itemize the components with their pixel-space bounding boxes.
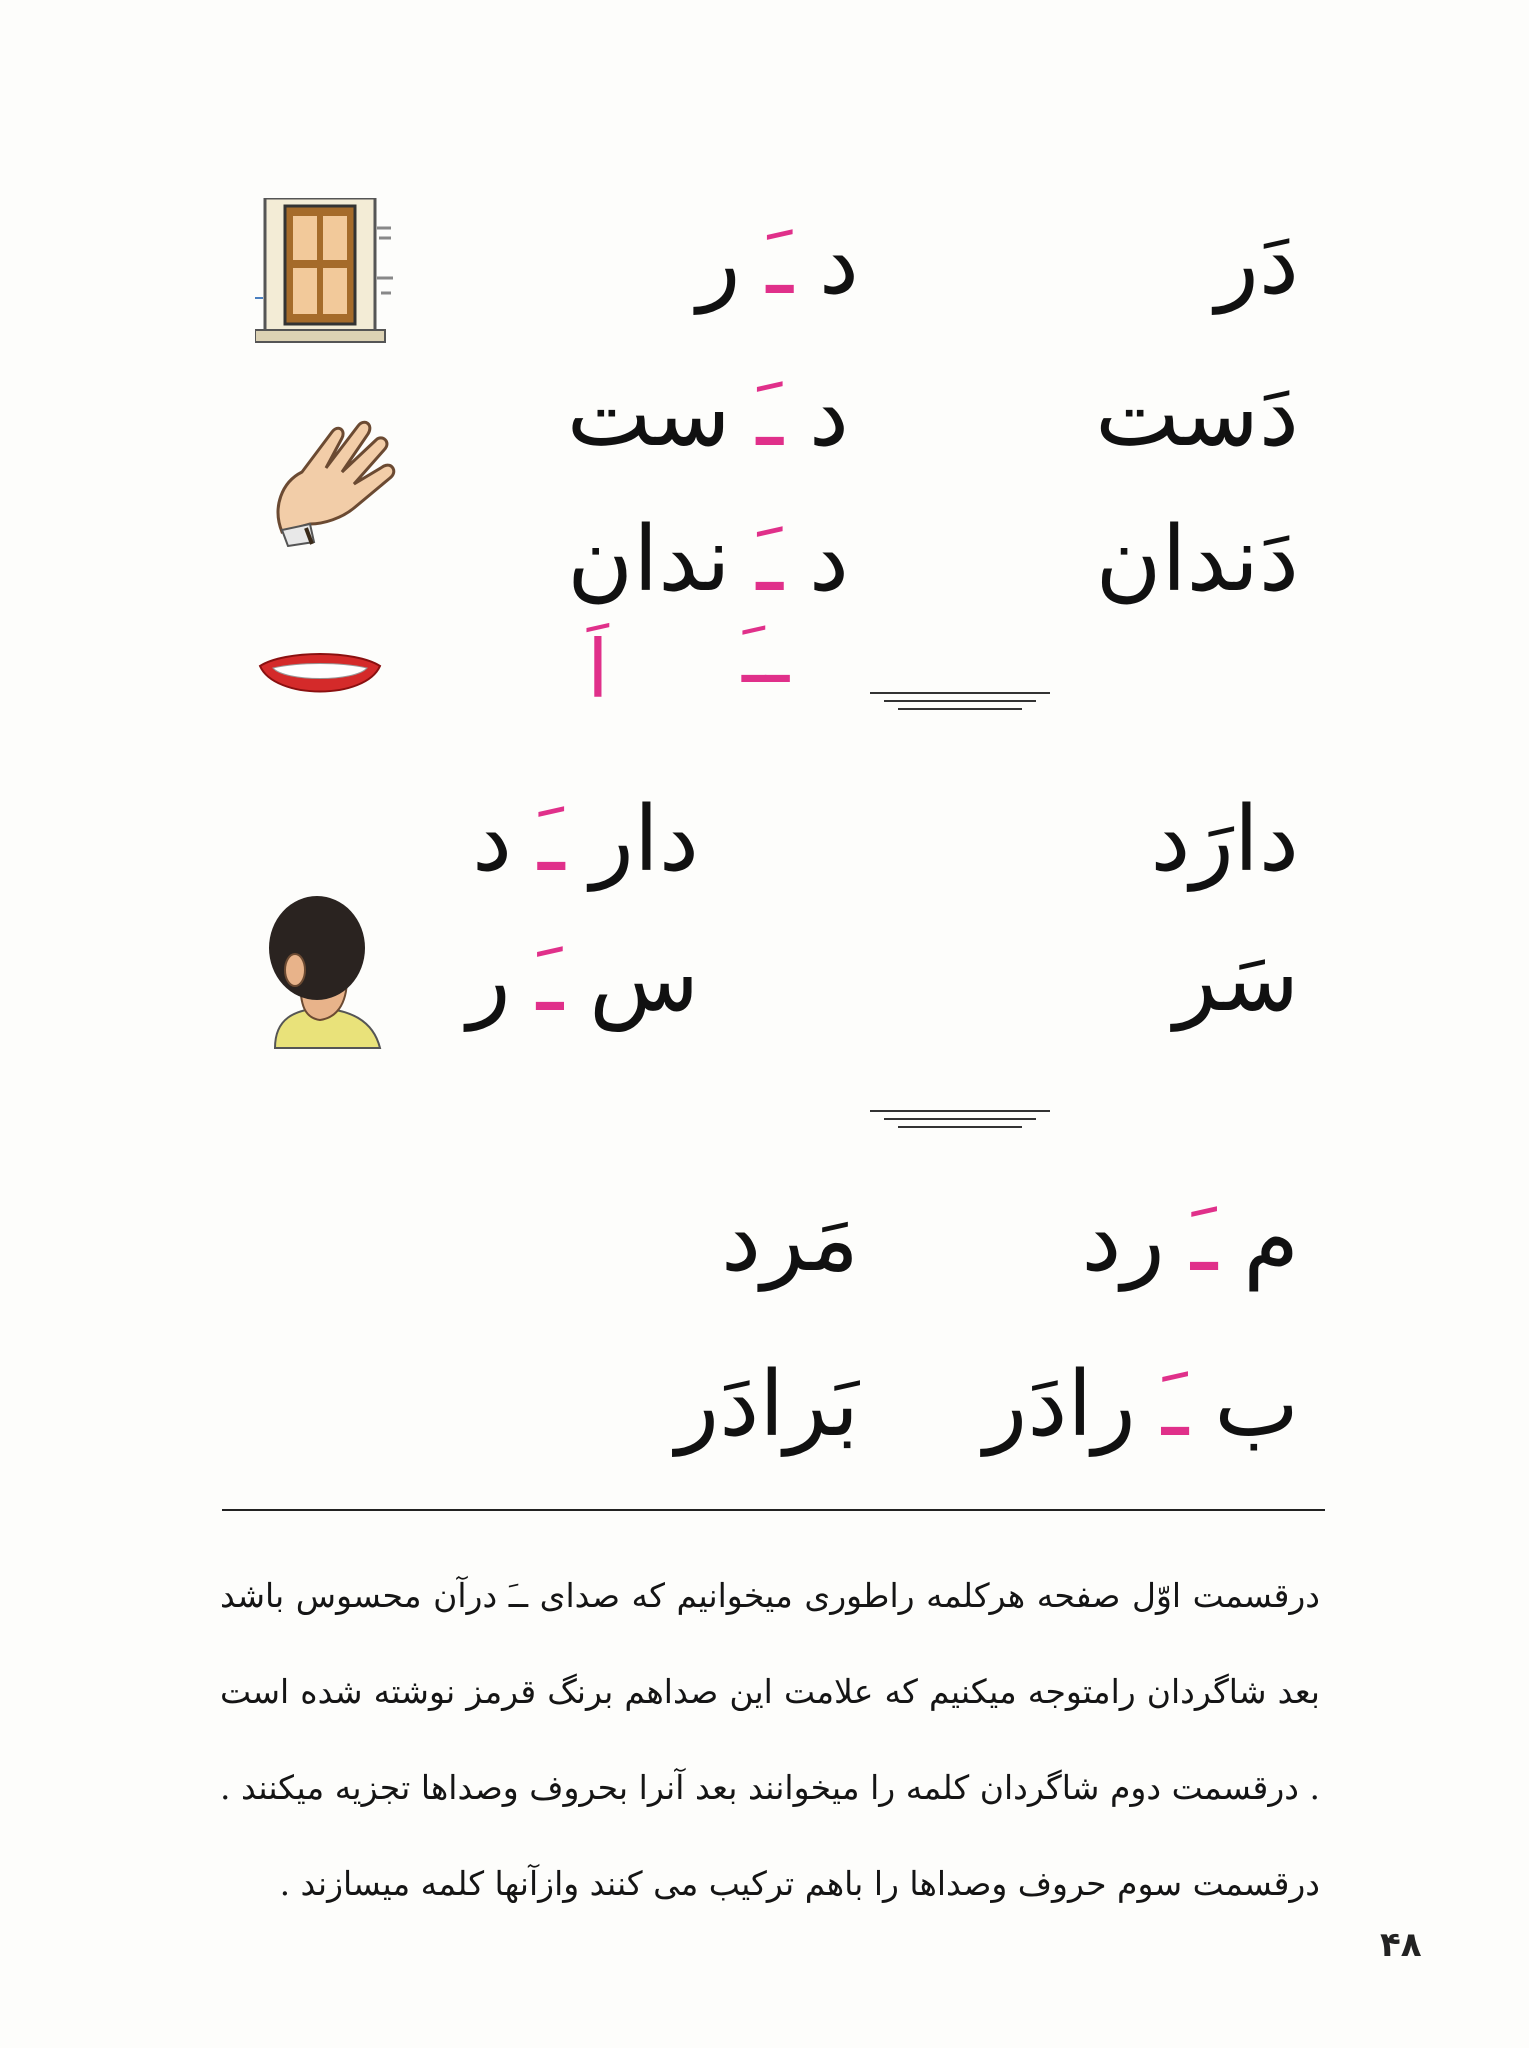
word-mard: مَرد [721,1187,859,1292]
split-dandan: دـَندان [567,507,849,612]
word-dandan: دَندان [1095,507,1299,612]
vowel-alone: ــَ [742,608,789,701]
split-baradar: بـَرادَر [983,1352,1299,1457]
section-divider [870,692,1050,722]
section-divider [870,1110,1050,1140]
split-darad: دارـَد [472,787,699,892]
word-dast: دَست [1095,362,1299,467]
page-number: ۴۸ [1380,1925,1422,1965]
vowel-alif: اَ [586,623,609,716]
teacher-note: درقسمت اوّل صفحه هرکلمه راطوری میخوانیم که صدای ــَ درآن محسوس باشد بعد شاگردان رامتوجه میکنیم که علامت این صداهم برنگ قرمز نوشته شده است . درقسمت دوم شاگردان کلمه را میخوانند بعد آنرا بحروف وصداها تجزیه میکنند . درقسمت سوم حروف وصداها را باهم ترکیب می کنند وازآنها کلمه میسازند . [220,1576,1320,1903]
hand-icon [262,412,412,547]
word-baradar: بَرادَر [675,1352,859,1457]
split-sar: سـَر [467,927,699,1032]
head-icon [255,878,385,1058]
mouth-icon [255,648,385,708]
note-divider [222,1509,1325,1511]
word-sar: سَر [1173,927,1299,1032]
split-dar: دـَر [697,210,859,315]
word-darad: دارَد [1150,787,1299,892]
split-mard: مـَرد [1081,1187,1299,1292]
door-icon [255,198,405,346]
word-dar: دَر [1215,210,1299,315]
split-dast: دـَست [566,362,849,467]
